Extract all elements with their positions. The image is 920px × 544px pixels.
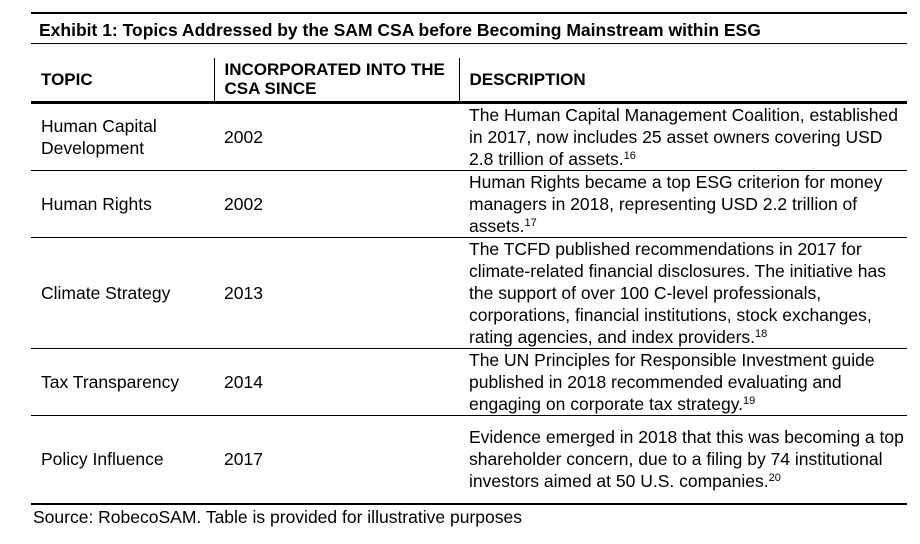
description-text: Human Rights became a top ESG criterion for money managers in 2018, representing USD 2.2 trillion of assets.	[469, 171, 883, 236]
topic-cell: Climate Strategy	[31, 237, 214, 348]
year-cell: 2002	[214, 170, 459, 237]
topic-cell: Tax Transparency	[31, 348, 214, 415]
description-text: The Human Capital Management Coalition, established in 2017, now includes 25 asset owners covering USD 2.8 trillion of assets.	[469, 104, 898, 169]
header-row	[31, 58, 907, 102]
topic-cell: Human Rights	[31, 170, 214, 237]
table-row	[31, 415, 907, 504]
footnote-ref: 18	[755, 327, 768, 340]
description-cell	[459, 348, 907, 415]
header-topic: TOPIC	[31, 58, 214, 102]
topic-cell: Human Capital Development	[31, 102, 214, 170]
description-cell	[459, 170, 907, 237]
source-note: Source: RobecoSAM. Table is provided for illustrative purposes	[33, 507, 522, 527]
description-text: The UN Principles for Responsible Investment guide published in 2018 recommended evaluating and engaging on corporate tax strategy.	[469, 349, 875, 414]
table-row	[31, 102, 907, 170]
footnote-ref: 17	[524, 216, 537, 229]
footnote-ref: 19	[743, 394, 756, 407]
description-cell	[459, 102, 907, 170]
description-cell	[459, 237, 907, 348]
table-row	[31, 348, 907, 415]
description-text: The TCFD published recommendations in 2017 for climate-related financial disclosures. The initiative has the support of over 100 C-level professionals, corporations, financial institutions, stock exchanges, rating agencies, and index providers.	[469, 238, 886, 347]
year-cell: 2014	[214, 348, 459, 415]
year-cell: 2013	[214, 237, 459, 348]
table-row	[31, 237, 907, 348]
table-row	[31, 170, 907, 237]
description-text: Evidence emerged in 2018 that this was becoming a top shareholder concern, due to a filing by 74 institutional investors aimed at 50 U.S. companies.	[469, 427, 904, 492]
description-cell	[459, 415, 907, 504]
footnote-ref: 20	[768, 472, 781, 485]
year-cell: 2017	[214, 415, 459, 504]
topic-cell: Policy Influence	[31, 415, 214, 504]
exhibit-title: Exhibit 1: Topics Addressed by the SAM CSA before Becoming Mainstream within ESG	[31, 12, 907, 44]
footnote-ref: 16	[623, 149, 636, 162]
topics-table	[31, 58, 907, 505]
header-description: DESCRIPTION	[459, 58, 907, 102]
header-since: INCORPORATED INTO THE CSA SINCE	[214, 58, 459, 102]
year-cell: 2002	[214, 102, 459, 170]
